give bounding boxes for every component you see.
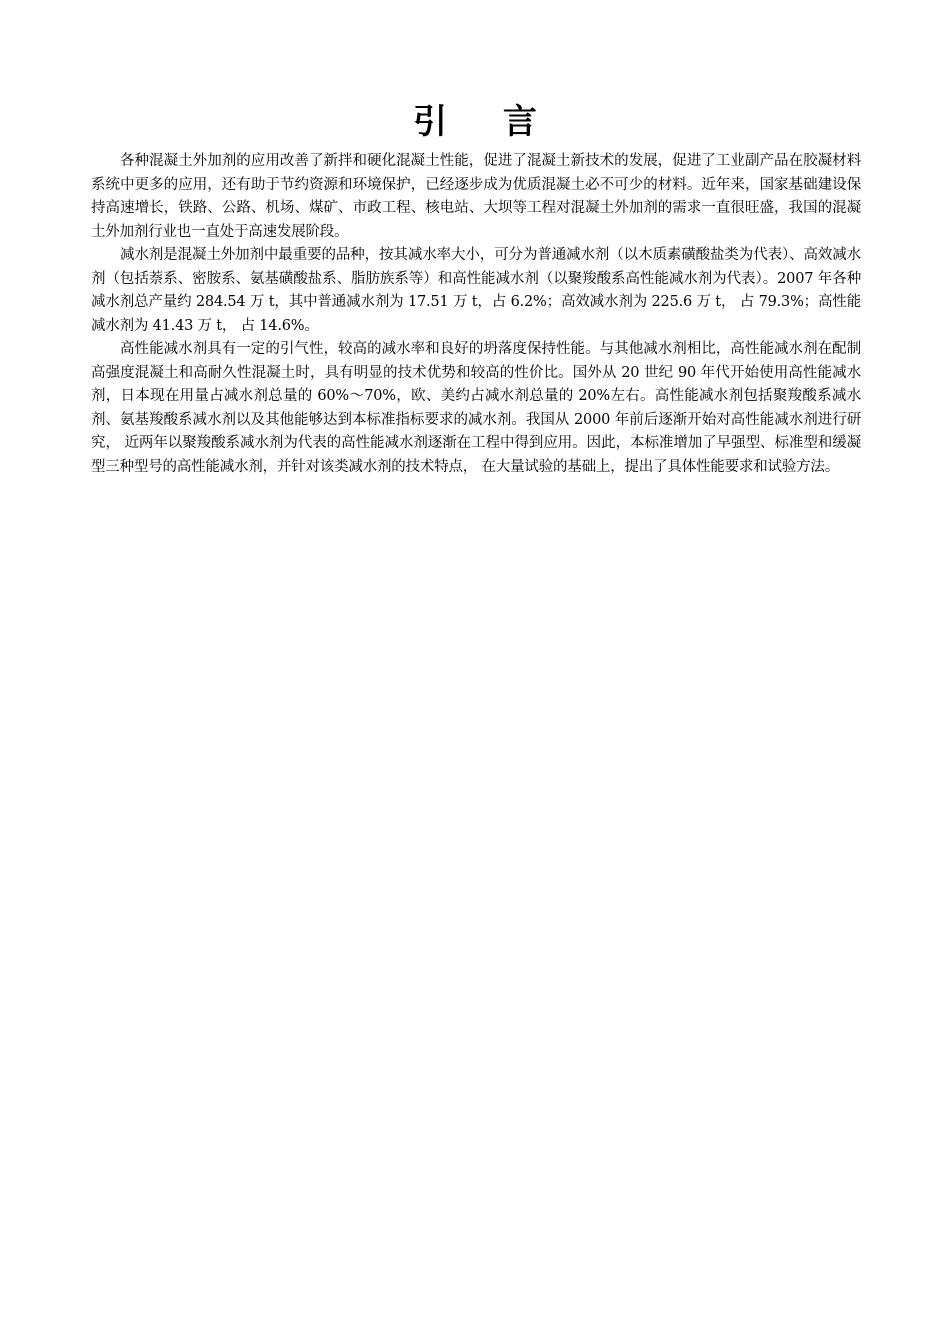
page-title: 引 言 bbox=[413, 102, 559, 142]
paragraph-water-reducer-types: 减水剂是混凝土外加剂中最重要的品种，按其减水率大小，可分为普通减水剂（以木质素磺酸盐类为代表）、高效减水剂（包括萘系、密胺系、氨基磺酸盐系、脂肪族系等）和高性能减水剂（以聚羧酸系高性能减水剂为代表）。2007 年各种减水剂总产量约 284.54 万 t，其中普通减水剂为 17.51 万 t，占 6.2%；高效减水剂为 225.6 万 t， 占 79.3%；高性能减水剂为 41.43 万 t， 占 14.6%。 bbox=[91, 247, 861, 334]
body-text bbox=[91, 150, 861, 479]
paragraph-admixture-overview: 各种混凝土外加剂的应用改善了新拌和硬化混凝土性能，促进了混凝土新技术的发展，促进了工业副产品在胶凝材料系统中更多的应用，还有助于节约资源和环境保护，已经逐步成为优质混凝土必不可少的材料。近年来，国家基础建设保持高速增长，铁路、公路、机场、煤矿、市政工程、核电站、大坝等工程对混凝土外加剂的需求一直很旺盛，我国的混凝土外加剂行业也一直处于高速发展阶段。 bbox=[91, 153, 861, 240]
paragraph-high-performance-reducer: 高性能减水剂具有一定的引气性，较高的减水率和良好的坍落度保持性能。与其他减水剂相比，高性能减水剂在配制高强度混凝土和高耐久性混凝土时，具有明显的技术优势和较高的性价比。国外从 20 世纪 90 年代开始使用高性能减水剂，日本现在用量占减水剂总量的 60%～70%，欧、美约占减水剂总量的 20%左右。高性能减水剂包括聚羧酸系减水剂、氨基羧酸系减水剂以及其他能够达到本标准指标要求的减水剂。我国从 2000 年前后逐渐开始对高性能减水剂进行研究， 近两年以聚羧酸系减水剂为代表的高性能减水剂逐渐在工程中得到应用。因此，本标准增加了早强型、标准型和缓凝型三种型号的高性能减水剂，并针对该类减水剂的技术特点， 在大量试验的基础上，提出了具体性能要求和试验方法。 bbox=[91, 341, 861, 475]
